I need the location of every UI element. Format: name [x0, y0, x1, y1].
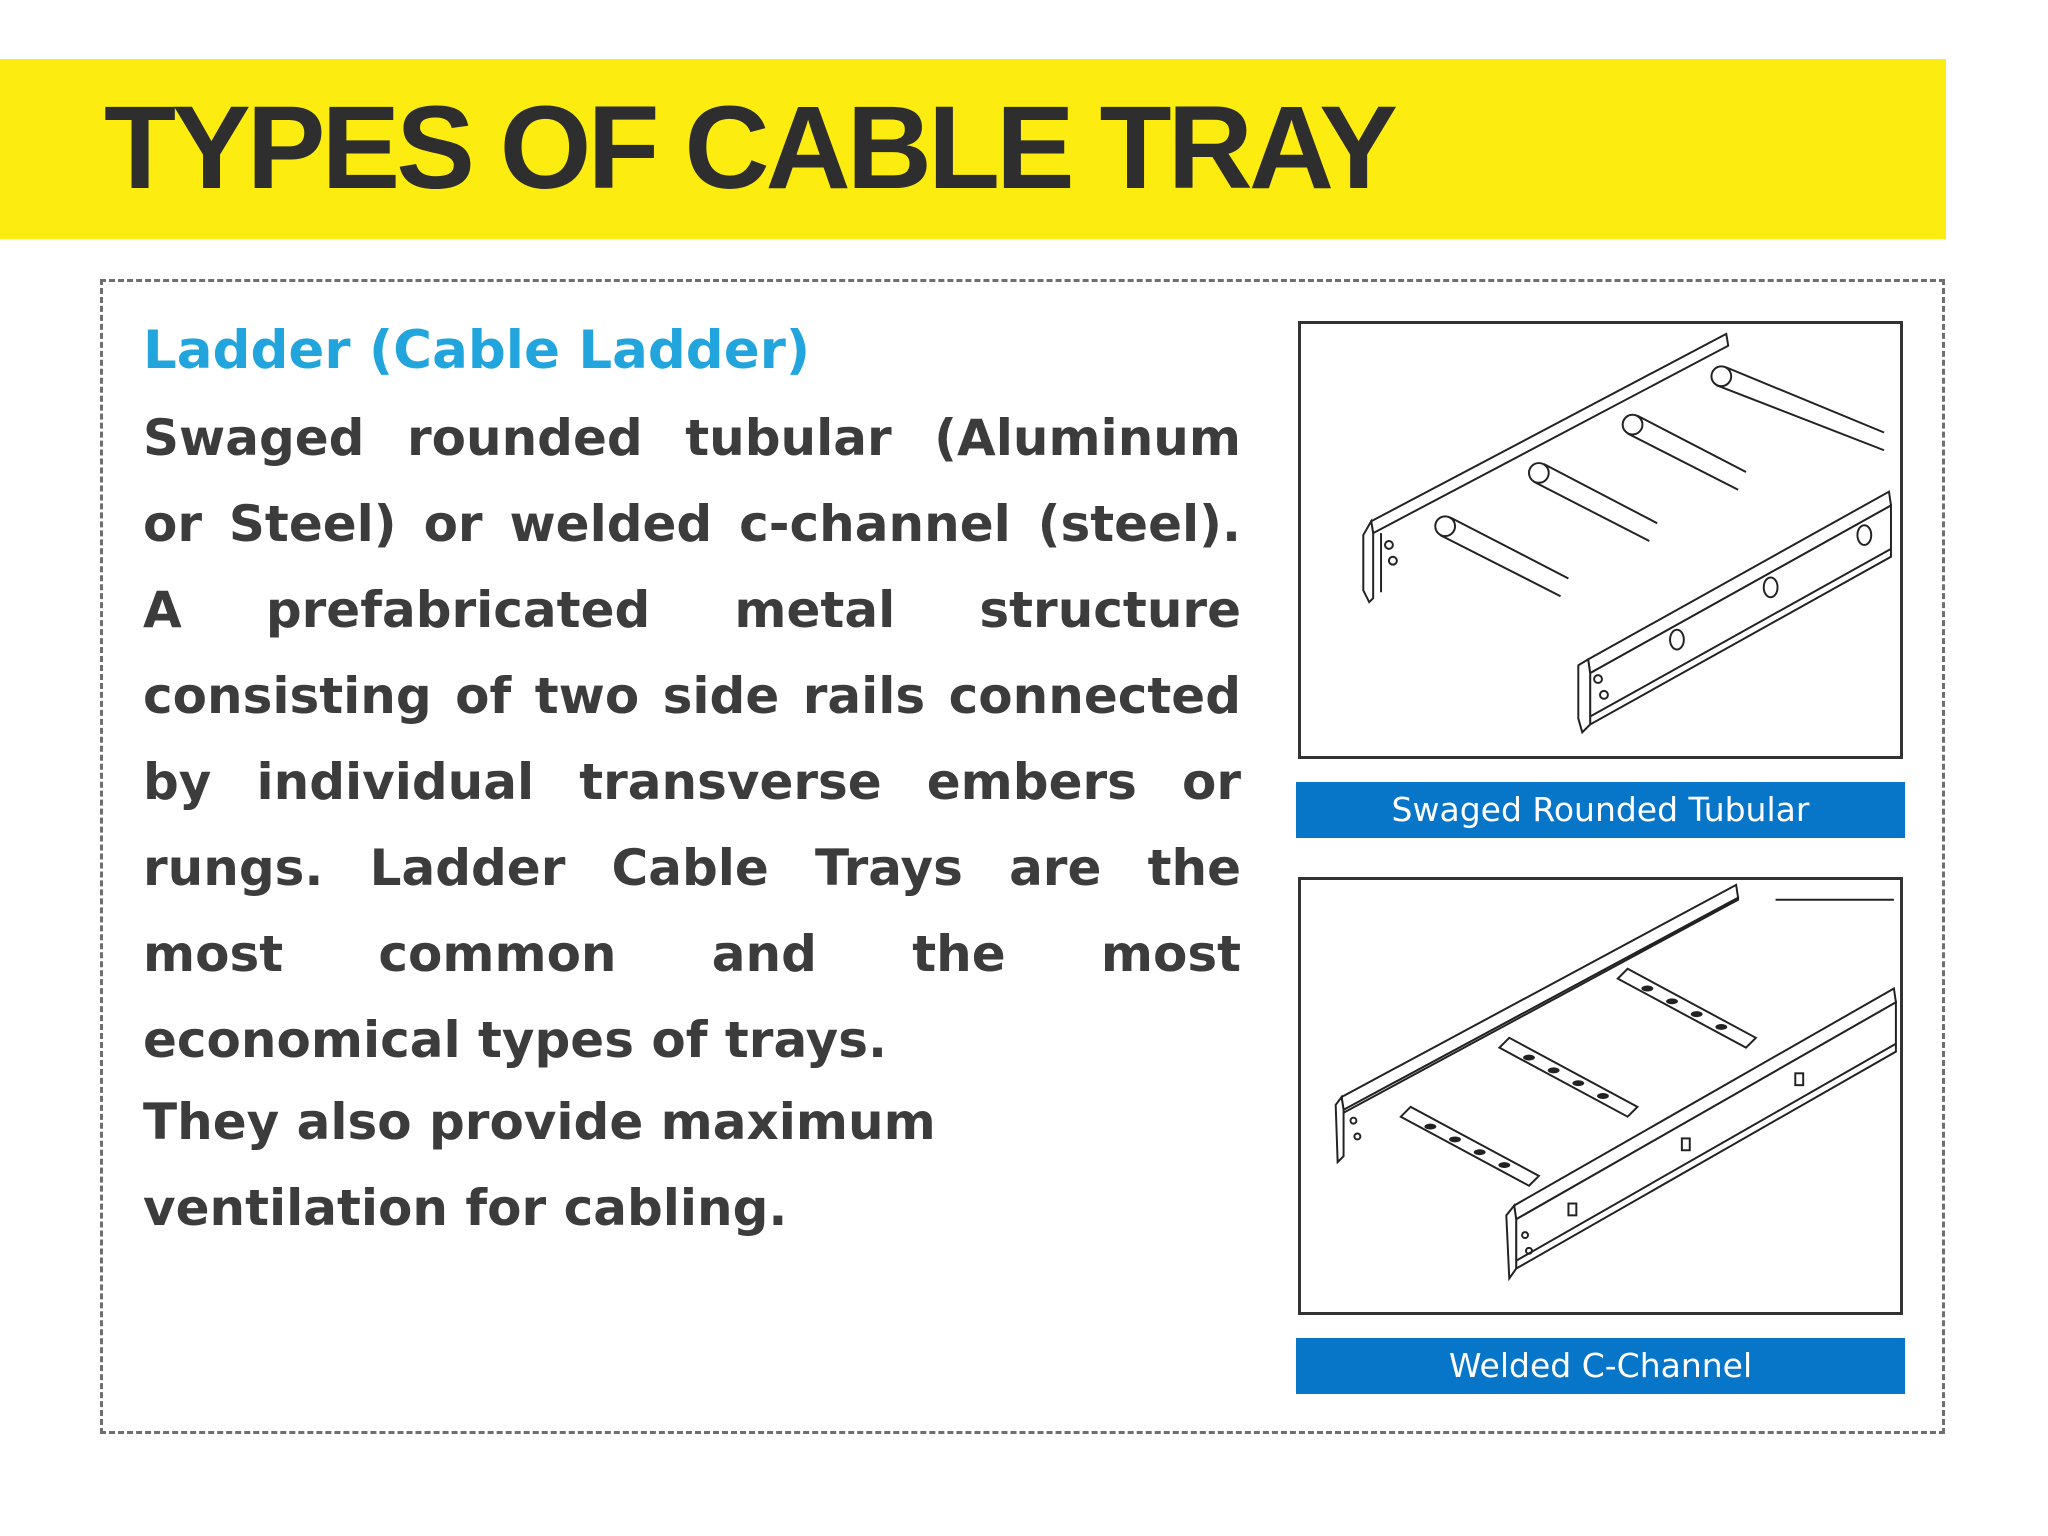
- c-channel-ladder-tray-icon: [1301, 880, 1900, 1312]
- section-heading: Ladder (Cable Ladder): [143, 320, 811, 381]
- tubular-ladder-tray-icon: [1301, 324, 1900, 756]
- tubular-ladder-figure: [1298, 321, 1903, 759]
- title-banner: [0, 59, 1946, 239]
- c-channel-ladder-figure: [1298, 877, 1903, 1315]
- figure-caption-c-channel: Welded C-Channel: [1296, 1338, 1905, 1394]
- page-title: TYPES OF CABLE TRAY: [104, 82, 1394, 214]
- description-paragraph: Swaged rounded tubular (Aluminum or Steel) or welded c-channel (steel). A prefabricated metal structure consisting of two side rails connected by individual transverse embers or rungs. Ladder Cable Trays are the most common and the most economical types of trays.: [143, 409, 1241, 1069]
- figure-caption-tubular: Swaged Rounded Tubular: [1296, 782, 1905, 838]
- ventilation-paragraph: They also provide maximum ventilation for cabling.: [143, 1093, 936, 1237]
